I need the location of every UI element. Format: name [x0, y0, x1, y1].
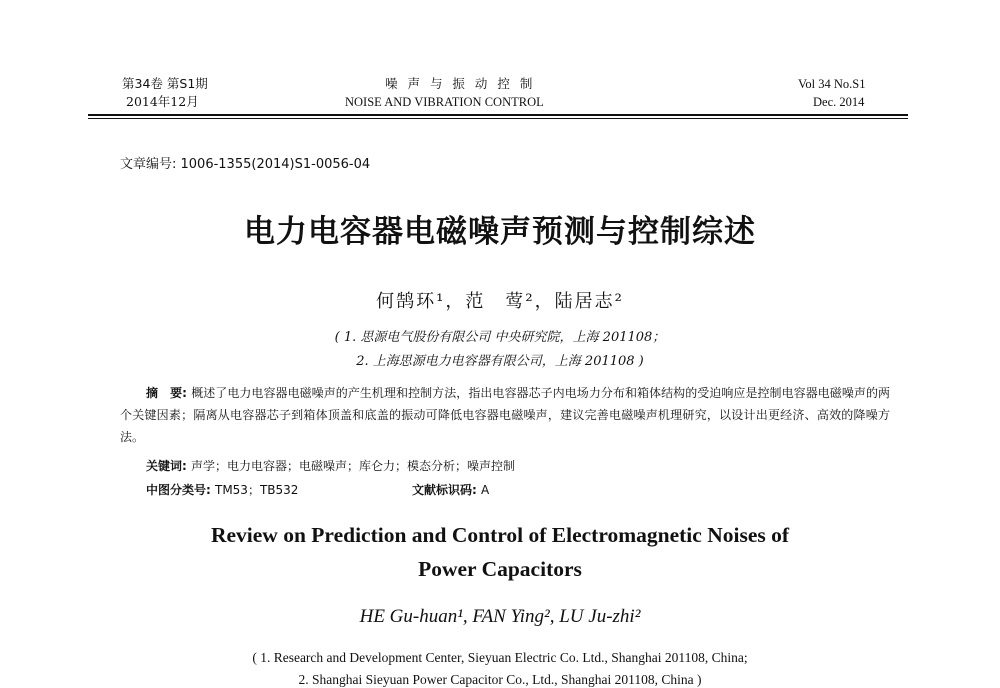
affiliation-zh-1: ( 1. 思源电气股份有限公司 中央研究院，上海 201108；	[334, 330, 666, 345]
journal-name-en: NOISE AND VIBRATION CONTROL	[345, 95, 544, 109]
journal-name-zh: 噪 声 与 振 动 控 制	[385, 76, 536, 91]
affiliation-en-2: 2. Shanghai Sieyuan Power Capacitor Co., Ltd., Shanghai 201108, China )	[298, 672, 702, 687]
abstract-label: 摘 要:	[146, 386, 192, 400]
paper-title-zh: 电力电容器电磁噪声预测与控制综述	[244, 214, 756, 250]
keywords-text: 声学；电力电容器；电磁噪声；库仑力；模态分析；噪声控制	[190, 459, 515, 473]
journal-volume-en: Vol 34 No.S1	[798, 77, 866, 91]
paper-title-en-line2: Power Capacitors	[418, 557, 582, 581]
paper-title-en-line1: Review on Prediction and Control of Electromagnetic Noises of	[210, 523, 790, 547]
classification-number	[146, 481, 298, 498]
classification-value: TM53；TB532	[214, 483, 299, 497]
classification-label: 中图分类号:	[146, 483, 215, 497]
article-number: 文章编号: 1006-1355(2014)S1-0056-04	[120, 157, 371, 172]
journal-date-en: Dec. 2014	[813, 95, 865, 109]
abstract	[120, 382, 890, 448]
keywords-label: 关键词:	[146, 459, 191, 473]
journal-date-zh: 2014年12月	[126, 94, 199, 109]
authors-zh: 何鹄环¹，范 莺²，陆居志²	[376, 291, 624, 312]
header-rule-bottom	[88, 118, 908, 119]
document-code	[412, 481, 489, 498]
authors-en: HE Gu-huan¹, FAN Ying², LU Ju-zhi²	[359, 606, 641, 627]
journal-volume-issue: 第34卷 第S1期	[122, 76, 208, 91]
affiliation-en-1: ( 1. Research and Development Center, Sieyuan Electric Co. Ltd., Shanghai 201108, China;	[252, 650, 748, 665]
abstract-text: 概述了电力电容器电磁噪声的产生机理和控制方法，指出电容器芯子内电场力分布和箱体结构的受迫响应是控制电容器电磁噪声的两个关键因素；隔离从电容器芯子到箱体顶盖和底盖的振动可降低电容器电磁噪声，建议完善电磁噪声机理研究，以设计出更经济、高效的降噪方法。	[120, 386, 890, 444]
affiliation-zh-2: 2. 上海思源电力电容器有限公司，上海 201108 )	[356, 354, 644, 369]
header-rule-top	[88, 114, 908, 116]
document-code-label: 文献标识码:	[412, 483, 481, 497]
document-code-value: A	[480, 483, 490, 497]
keywords	[146, 457, 515, 474]
